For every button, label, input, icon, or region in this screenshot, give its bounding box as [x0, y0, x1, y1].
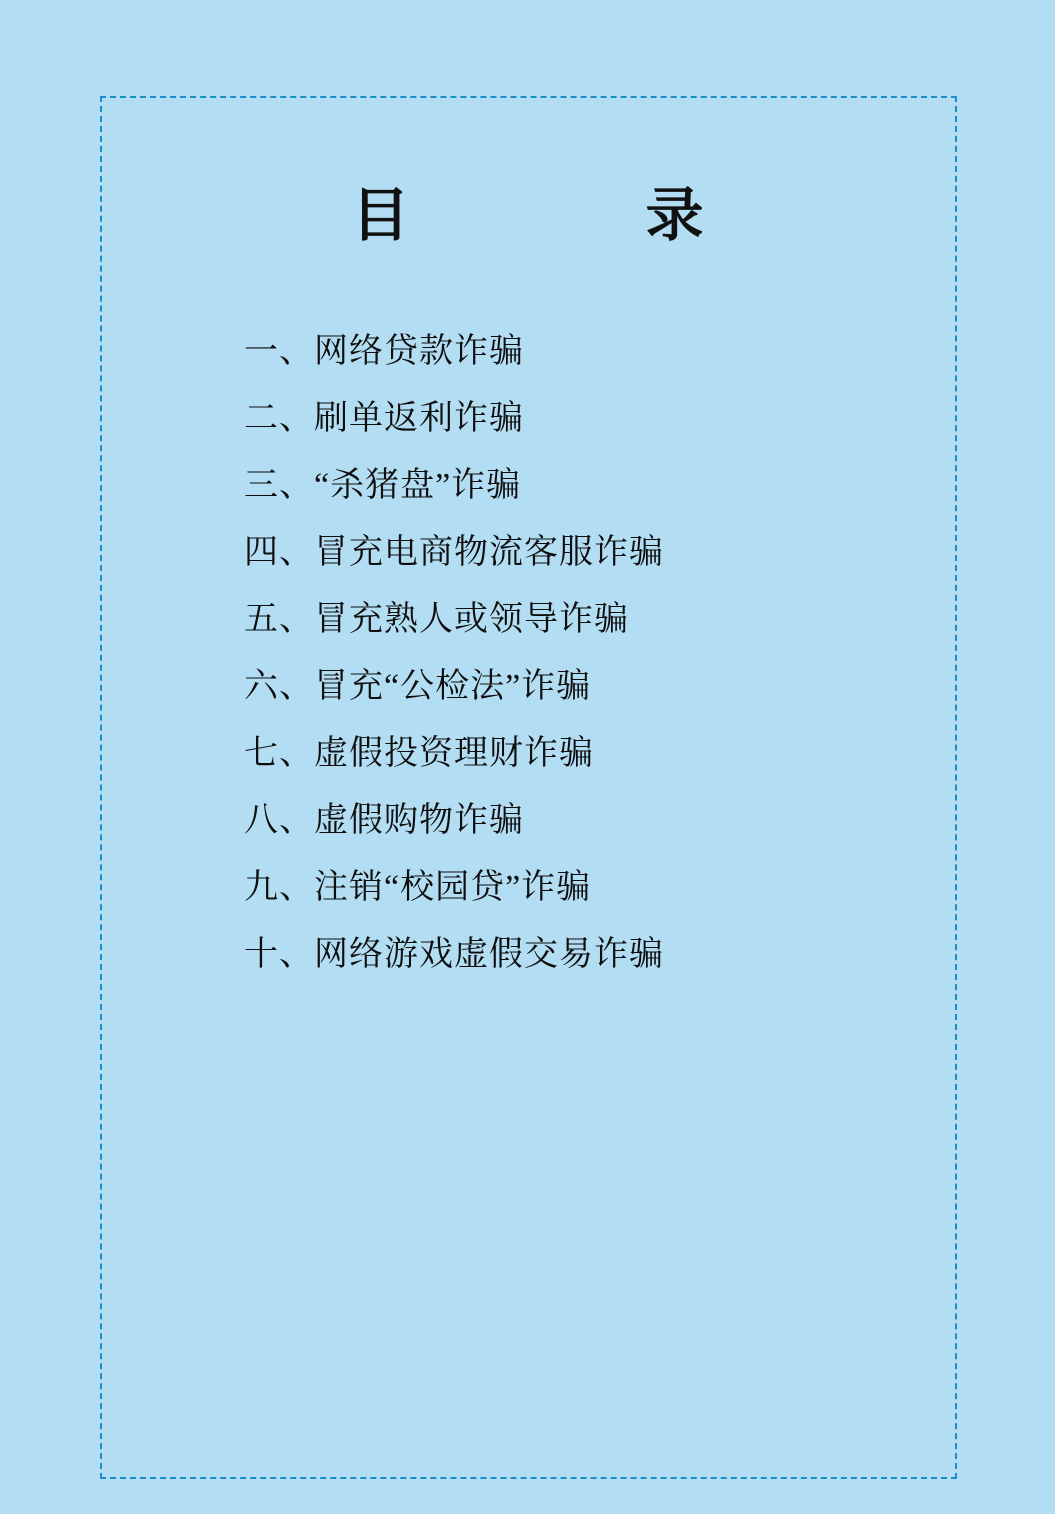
toc-item-label: “杀猪盘”诈骗 [314, 467, 522, 504]
toc-item-number: 二、 [244, 400, 314, 437]
toc-item-label: 冒充“公检法”诈骗 [314, 668, 592, 705]
toc-item-label: 虚假投资理财诈骗 [314, 735, 594, 772]
list-item [244, 385, 864, 452]
list-item [244, 653, 864, 720]
list-item [244, 921, 864, 988]
list-item [244, 519, 864, 586]
toc-item-number: 一、 [244, 333, 314, 370]
toc-item-number: 五、 [244, 601, 314, 638]
toc-item-number: 九、 [244, 869, 314, 906]
toc-item-label: 注销“校园贷”诈骗 [314, 869, 592, 906]
list-item [244, 720, 864, 787]
toc-item-number: 十、 [244, 936, 314, 973]
toc-item-label: 刷单返利诈骗 [314, 400, 524, 437]
table-of-contents [244, 318, 864, 988]
list-item [244, 318, 864, 385]
toc-item-number: 四、 [244, 534, 314, 571]
toc-item-label: 冒充熟人或领导诈骗 [314, 601, 629, 638]
toc-item-number: 七、 [244, 735, 314, 772]
list-item [244, 787, 864, 854]
toc-item-label: 网络游戏虚假交易诈骗 [314, 936, 664, 973]
list-item [244, 854, 864, 921]
toc-item-number: 六、 [244, 668, 314, 705]
toc-item-label: 冒充电商物流客服诈骗 [314, 534, 664, 571]
toc-item-label: 网络贷款诈骗 [314, 333, 524, 370]
list-item [244, 452, 864, 519]
toc-item-number: 三、 [244, 467, 314, 504]
toc-item-label: 虚假购物诈骗 [314, 802, 524, 839]
list-item [244, 586, 864, 653]
toc-item-number: 八、 [244, 802, 314, 839]
page-title: 目 录 [351, 183, 744, 248]
